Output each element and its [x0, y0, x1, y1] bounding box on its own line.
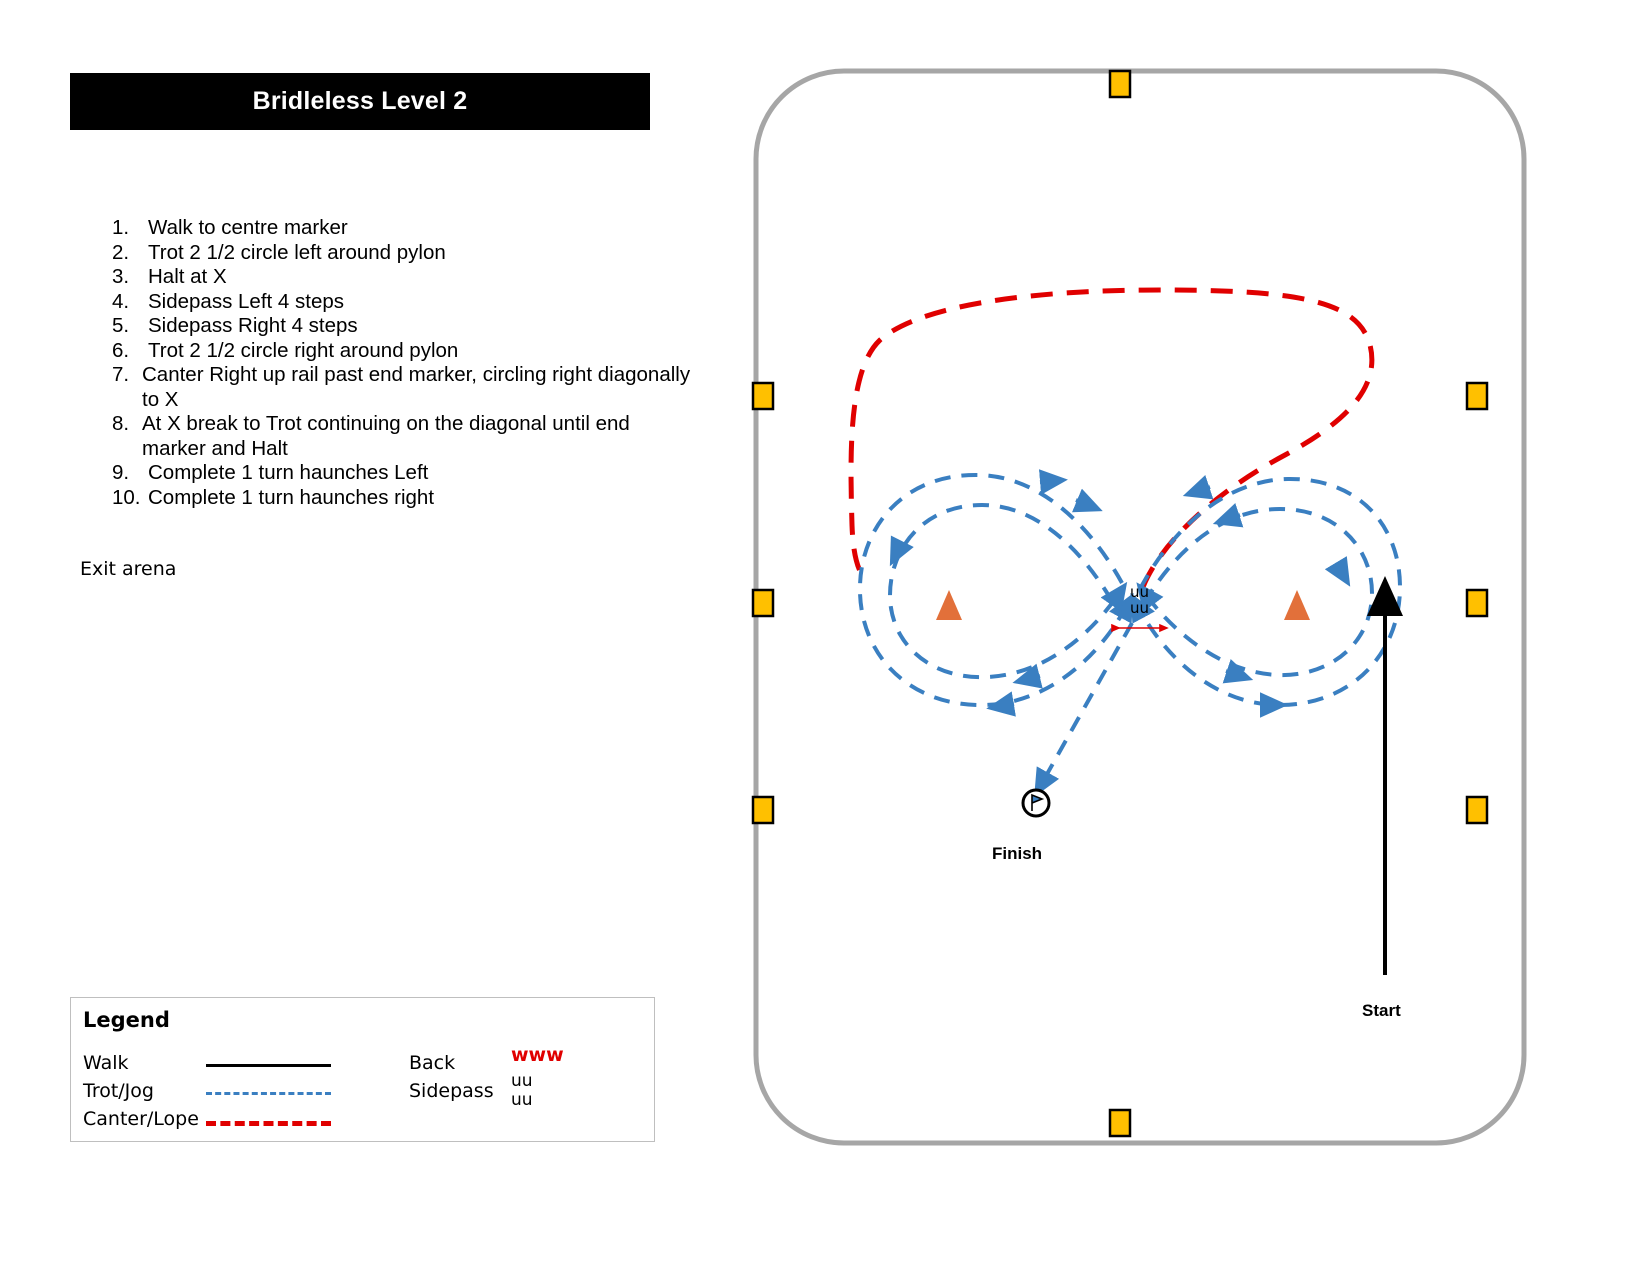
list-item-label: Trot 2 1/2 circle right around pylon — [148, 338, 459, 362]
list-item-number: 7. — [112, 363, 130, 386]
list-item-label: Sidepass Left 4 steps — [148, 289, 345, 313]
finish-label: Finish — [992, 844, 1043, 863]
list-item — [112, 290, 692, 315]
page-title: Bridleless Level 2 — [252, 87, 468, 115]
list-item-number: 9. — [112, 461, 130, 484]
list-item-number: 6. — [112, 338, 130, 362]
instruction-list — [112, 216, 692, 510]
list-item-label: Canter Right up rail past end marker, circling right diagonally to X — [142, 363, 691, 411]
legend-swatch-walk — [206, 1064, 331, 1067]
list-item-label: Halt at X — [148, 265, 227, 288]
sidepass-mark-line2: uu — [1130, 599, 1150, 617]
list-item-number: 4. — [112, 289, 130, 313]
list-item-number: 10. — [112, 485, 141, 509]
list-item — [112, 314, 692, 339]
sidepass-mark-line1: uu — [1130, 583, 1150, 601]
legend-label-sidepass: Sidepass — [409, 1080, 494, 1102]
list-item-label: At X break to Trot continuing on the diagonal until end marker and Halt — [142, 412, 630, 460]
list-item — [112, 265, 692, 290]
legend-label-back: Back — [409, 1052, 456, 1074]
legend-swatch-trot — [206, 1092, 331, 1095]
list-item-label: Complete 1 turn haunches right — [148, 485, 435, 509]
exit-arena-note: Exit arena — [80, 558, 177, 580]
legend-label-walk: Walk — [83, 1052, 129, 1074]
list-item — [112, 461, 692, 486]
list-item — [112, 486, 692, 511]
legend-swatch-canter — [206, 1121, 331, 1126]
list-item — [112, 216, 692, 241]
finish-marker — [1023, 790, 1049, 816]
list-item-number: 8. — [112, 412, 130, 435]
legend-heading: Legend — [83, 1008, 170, 1032]
list-item-number: 5. — [112, 314, 130, 337]
list-item-label: Complete 1 turn haunches Left — [148, 461, 429, 484]
arena-diagram — [740, 55, 1540, 1160]
list-item — [112, 412, 692, 461]
list-item-label: Trot 2 1/2 circle left around pylon — [148, 240, 446, 264]
legend-label-canter: Canter/Lope — [83, 1108, 199, 1130]
legend-sidepass-line2: uu — [511, 1090, 533, 1110]
list-item — [112, 339, 692, 364]
start-label: Start — [1362, 1001, 1401, 1020]
list-item — [112, 241, 692, 266]
legend-panel — [70, 997, 655, 1142]
legend-sidepass-line1: uu — [511, 1071, 533, 1091]
page-title-banner — [70, 73, 650, 130]
list-item-label: Sidepass Right 4 steps — [148, 314, 358, 337]
legend-swatch-sidepass — [511, 1072, 533, 1110]
list-item-label: Walk to centre marker — [148, 216, 348, 239]
legend-label-trot: Trot/Jog — [83, 1080, 154, 1102]
legend-swatch-back: www — [511, 1044, 564, 1066]
list-item-number: 3. — [112, 265, 130, 288]
list-item-number: 2. — [112, 240, 130, 264]
list-item — [112, 363, 692, 412]
list-item-number: 1. — [112, 216, 130, 239]
